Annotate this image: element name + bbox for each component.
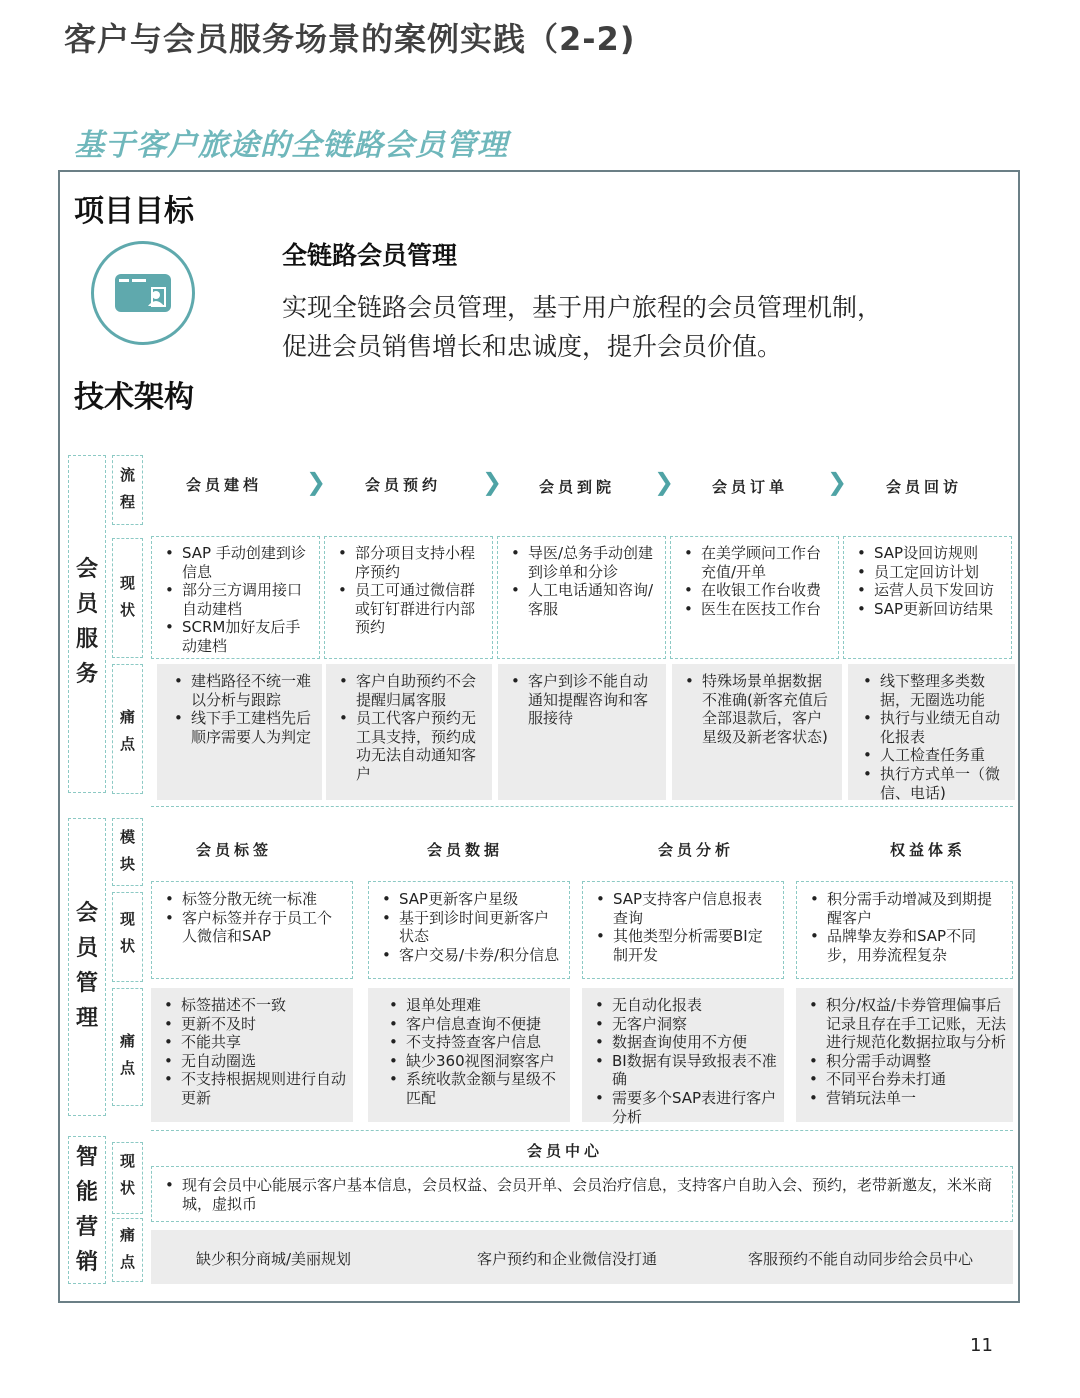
stage-header: 会员到院 (539, 478, 616, 496)
management-status-label-text: 现状 (120, 910, 136, 955)
stage-header: 会员预约 (365, 476, 442, 494)
list-item: • SAP更新回访结果 (848, 600, 1005, 619)
list-item: • 标签分散无统一标准 (156, 890, 346, 909)
marketing-label (68, 1140, 106, 1280)
list-item: • 更新不及时 (155, 1015, 347, 1034)
list-item: • 在美学顾问工作台充值/开单 (675, 544, 832, 581)
list-item: • SCRM加好友后手动建档 (156, 618, 313, 655)
stage-header: 会员回访 (886, 478, 963, 496)
management-pain-cell (151, 988, 353, 1122)
management-status-cell (796, 881, 1013, 979)
section-divider (151, 1130, 1013, 1131)
list-item: • 不支持签查客户信息 (380, 1033, 564, 1052)
list-item: • 缺少360视图洞察客户 (380, 1052, 564, 1071)
tech-heading: 技术架构 (74, 380, 194, 415)
list-item: • 执行方式单一（微信、电话) (854, 765, 1011, 802)
stage-header: 会员订单 (712, 478, 789, 496)
marketing-label-char: 智能营销 (76, 1145, 99, 1275)
list-item: • 员工可通过微信群或钉钉群进行内部预约 (329, 581, 486, 637)
list-item: • 现有会员中心能展示客户基本信息，会员权益、会员开单、会员治疗信息，支持客户自助入会、预约，老带新邀友，米米商城，虚拟币 (156, 1176, 1002, 1213)
list-item: • 数据查询使用不方便 (586, 1033, 778, 1052)
list-item: • 人工检查任务重 (854, 746, 1011, 765)
module-header: 会员数据 (427, 841, 504, 859)
module-label (112, 824, 143, 878)
marketing-status-label-text: 现状 (120, 1152, 136, 1197)
list-item: • 建档路径不统一难以分析与跟踪 (165, 672, 316, 709)
management-status-cell (151, 881, 353, 979)
management-pain-label-text: 痛点 (120, 1032, 136, 1077)
list-item: • 无自动圈选 (155, 1052, 347, 1071)
list-item: • 线下整理多类数据，无圈选功能 (854, 672, 1011, 709)
service-status-cell (670, 536, 839, 659)
list-item: • 不能共享 (155, 1033, 347, 1052)
service-status-cell (151, 536, 320, 659)
list-item: • 需要多个SAP表进行客户分析 (586, 1089, 778, 1126)
marketing-status-cell (151, 1166, 1013, 1222)
service-label (68, 552, 106, 692)
service-pain-cell (326, 664, 492, 800)
list-item: • SAP支持客户信息报表查询 (587, 890, 777, 927)
service-status-cell (497, 536, 666, 659)
list-item: • 部分三方调用接口自动建档 (156, 581, 313, 618)
management-pain-cell (582, 988, 784, 1126)
list-item: • 线下手工建档先后顺序需要人为判定 (165, 709, 316, 746)
goal-heading: 项目目标 (74, 194, 194, 229)
member-card-icon (91, 241, 195, 345)
chevron-right-icon: ❯ (482, 468, 503, 496)
list-item: • 积分需手动增减及到期提醒客户 (801, 890, 1006, 927)
module-header: 会员标签 (196, 841, 273, 859)
management-status-cell (368, 881, 570, 979)
list-item: • 客户自助预约不会提醒归属客服 (330, 672, 486, 709)
list-item: • 积分需手动调整 (800, 1052, 1007, 1071)
service-pain-label (112, 704, 143, 758)
module-header: 权益体系 (890, 841, 967, 859)
list-item: • 客户到诊不能自动通知提醒咨询和客服接待 (502, 672, 660, 728)
list-item: • 标签描述不一致 (155, 996, 347, 1015)
list-item: • 员工定回访计划 (848, 563, 1005, 582)
marketing-pain-item: 客服预约不能自动同步给会员中心 (748, 1250, 974, 1268)
management-status-label (112, 906, 143, 960)
chevron-right-icon: ❯ (827, 468, 848, 496)
service-pain-cell (498, 664, 666, 800)
goal-name: 全链路会员管理 (282, 241, 458, 270)
management-pain-label (112, 1028, 143, 1082)
list-item: • 特殊场景单据数据不准确(新客充值后全部退款后，客户星级及新老客状态) (676, 672, 836, 746)
service-status-cell (324, 536, 493, 659)
list-item: • 员工代客户预约无工具支持，预约成功无法自动通知客户 (330, 709, 486, 783)
module-label-text: 模块 (120, 828, 136, 873)
management-label-char: 会员管理 (76, 901, 99, 1031)
list-item: • 客户信息查询不便捷 (380, 1015, 564, 1034)
service-status-cell (843, 536, 1012, 659)
service-pain-cell (848, 664, 1015, 800)
list-item: • 营销玩法单一 (800, 1089, 1007, 1108)
management-status-cell (582, 881, 784, 979)
management-pain-cell (368, 988, 570, 1122)
list-item: • 基于到诊时间更新客户状态 (373, 909, 563, 946)
list-item: • 部分项目支持小程序预约 (329, 544, 486, 581)
list-item: • 导医/总务手动创建到诊单和分诊 (502, 544, 659, 581)
flow-label (112, 462, 143, 516)
list-item: • 执行与业绩无自动化报表 (854, 709, 1011, 746)
section-divider (151, 806, 1013, 807)
member-center-header: 会员中心 (527, 1142, 604, 1160)
service-label-char: 会员服务 (76, 557, 99, 687)
goal-description-line: 促进会员销售增长和忠诚度，提升会员价值。 (282, 332, 783, 361)
list-item: • 退单处理难 (380, 996, 564, 1015)
goal-description-line: 实现全链路会员管理，基于用户旅程的会员管理机制， (282, 293, 883, 322)
service-status-label-text: 现状 (120, 574, 136, 619)
chevron-right-icon: ❯ (654, 468, 675, 496)
list-item: • 无自动化报表 (586, 996, 778, 1015)
service-pain-cell (672, 664, 842, 800)
list-item: • SAP设回访规则 (848, 544, 1005, 563)
management-label (68, 896, 106, 1036)
list-item: • 客户交易/卡券/积分信息 (373, 946, 563, 965)
list-item: • SAP 手动创建到诊信息 (156, 544, 313, 581)
list-item: • 运营人员下发回访 (848, 581, 1005, 600)
list-item: • 品牌挚友券和SAP不同步，用券流程复杂 (801, 927, 1006, 964)
list-item: • 其他类型分析需要BI定制开发 (587, 927, 777, 964)
marketing-pain-item: 客户预约和企业微信没打通 (477, 1250, 658, 1268)
page-subtitle: 基于客户旅途的全链路会员管理 (74, 128, 508, 163)
list-item: • SAP更新客户星级 (373, 890, 563, 909)
goal-description (282, 288, 962, 366)
list-item: • BI数据有误导致报表不准确 (586, 1052, 778, 1089)
module-header: 会员分析 (658, 841, 735, 859)
list-item: • 人工电话通知咨询/客服 (502, 581, 659, 618)
list-item: • 系统收款金额与星级不匹配 (380, 1070, 564, 1107)
chevron-right-icon: ❯ (306, 468, 327, 496)
service-pain-label-text: 痛点 (120, 708, 136, 753)
marketing-pain-label-text: 痛点 (120, 1226, 136, 1271)
list-item: • 医生在医技工作台 (675, 600, 832, 619)
list-item: • 积分/权益/卡券管理偏事后记录且存在手工记账，无法进行规范化数据拉取与分析 (800, 996, 1007, 1052)
marketing-pain-item: 缺少积分商城/美丽规划 (196, 1250, 352, 1268)
list-item: • 不支持根据规则进行自动更新 (155, 1070, 347, 1107)
service-pain-cell (157, 664, 322, 800)
service-status-label (112, 570, 143, 624)
list-item: • 无客户洞察 (586, 1015, 778, 1034)
management-pain-cell (796, 988, 1013, 1122)
marketing-pain-label (112, 1222, 143, 1276)
flow-label-text: 流程 (120, 466, 136, 511)
page-number: 11 (970, 1335, 993, 1356)
list-item: • 客户标签并存于员工个人微信和SAP (156, 909, 346, 946)
list-item: • 在收银工作台收费 (675, 581, 832, 600)
page-title: 客户与会员服务场景的案例实践（2-2) (64, 20, 636, 58)
list-item: • 不同平台券未打通 (800, 1070, 1007, 1089)
marketing-status-label (112, 1148, 143, 1202)
stage-header: 会员建档 (186, 476, 263, 494)
